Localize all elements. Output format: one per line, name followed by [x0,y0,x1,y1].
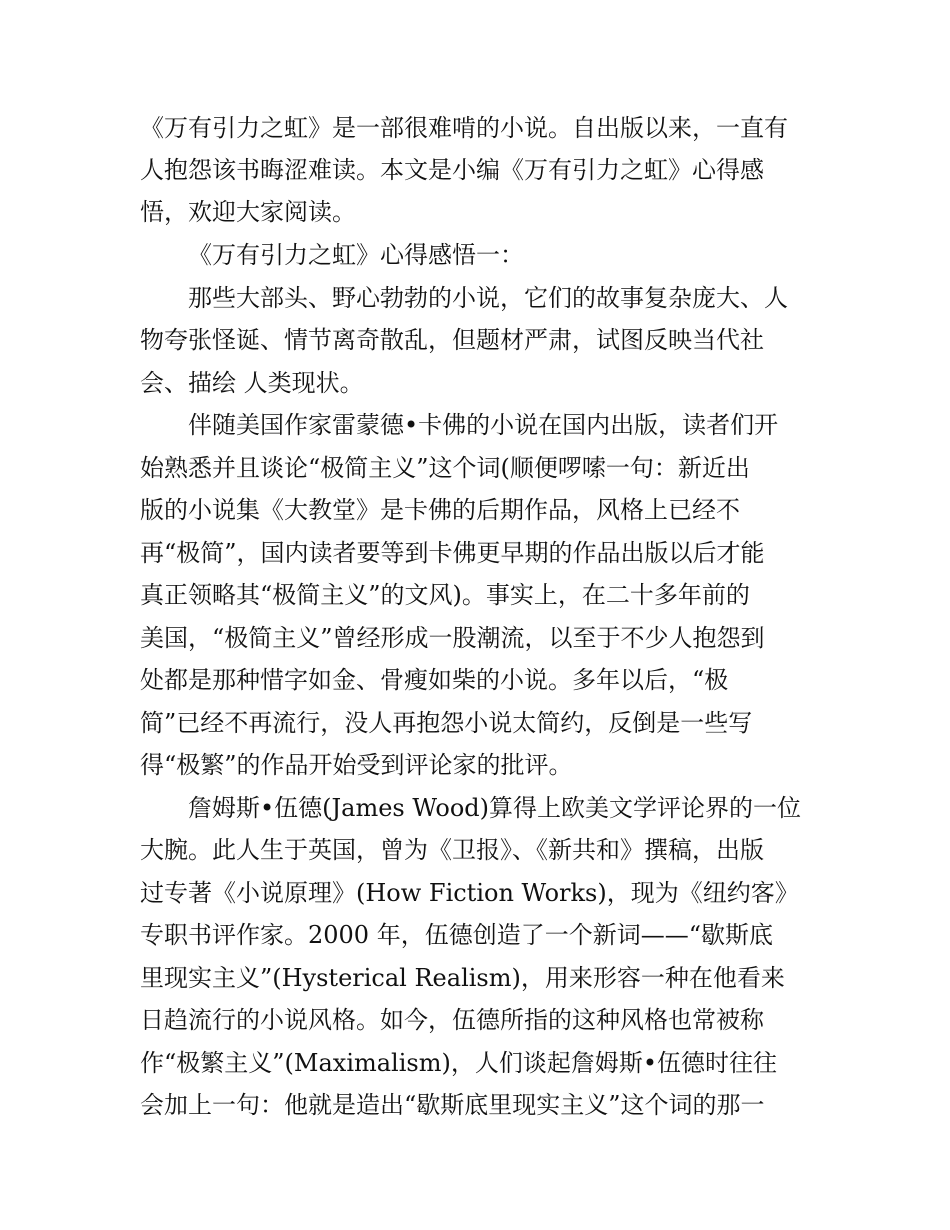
text-line: 会、描绘 人类现状。 [140,369,364,397]
text-line: 专职书评作家。2000 年，伍德创造了一个新词——“歇斯底 [140,921,773,949]
text-line: 作“极繁主义”(Maximalism)，人们谈起詹姆斯•伍德时往往 [140,1049,778,1077]
text-line: 再“极简”，国内读者要等到卡佛更早期的作品出版以后才能 [140,539,765,567]
text-line: 版的小说集《大教堂》是卡佛的后期作品，风格上已经不 [140,496,740,524]
text-line: 人抱怨该书晦涩难读。本文是小编《万有引力之虹》心得感 [140,156,764,184]
text-line: 詹姆斯•伍德(James Wood)算得上欧美文学评论界的一位 [188,794,802,822]
text-line: 简”已经不再流行，没人再抱怨小说太简约，反倒是一些写 [140,709,753,737]
section-heading: 《万有引力之虹》心得感悟一： [188,241,524,269]
text-line: 日趋流行的小说风格。如今，伍德所指的这种风格也常被称 [140,1006,764,1034]
text-line: 真正领略其“极简主义”的文风)。事实上，在二十多年前的 [140,581,750,609]
text-line: 大腕。此人生于英国，曾为《卫报》、《新共和》撰稿，出版 [140,836,764,864]
text-line: 美国，“极简主义”曾经形成一股潮流，以至于不少人抱怨到 [140,624,765,652]
text-line: 那些大部头、野心勃勃的小说，它们的故事复杂庞大、人 [188,284,788,312]
text-line: 处都是那种惜字如金、骨瘦如柴的小说。多年以后，“极 [140,666,729,694]
text-line: 里现实主义”(Hysterical Realism)，用来形容一种在他看来 [140,964,785,992]
text-line: 始熟悉并且谈论“极简主义”这个词(顺便啰嗦一句：新近出 [140,454,750,482]
text-line: 过专著《小说原理》(How Fiction Works)，现为《纽约客》 [140,879,799,907]
text-line: 《万有引力之虹》是一部很难啃的小说。自出版以来，一直有 [140,114,788,142]
text-line: 伴随美国作家雷蒙德•卡佛的小说在国内出版，读者们开 [188,411,779,439]
text-line: 得“极繁”的作品开始受到评论家的批评。 [140,751,573,779]
text-line: 悟，欢迎大家阅读。 [140,198,356,226]
text-line: 物夸张怪诞、情节离奇散乱，但题材严肃，试图反映当代社 [140,326,764,354]
text-line: 会加上一句：他就是造出“歇斯底里现实主义”这个词的那一 [140,1091,765,1119]
